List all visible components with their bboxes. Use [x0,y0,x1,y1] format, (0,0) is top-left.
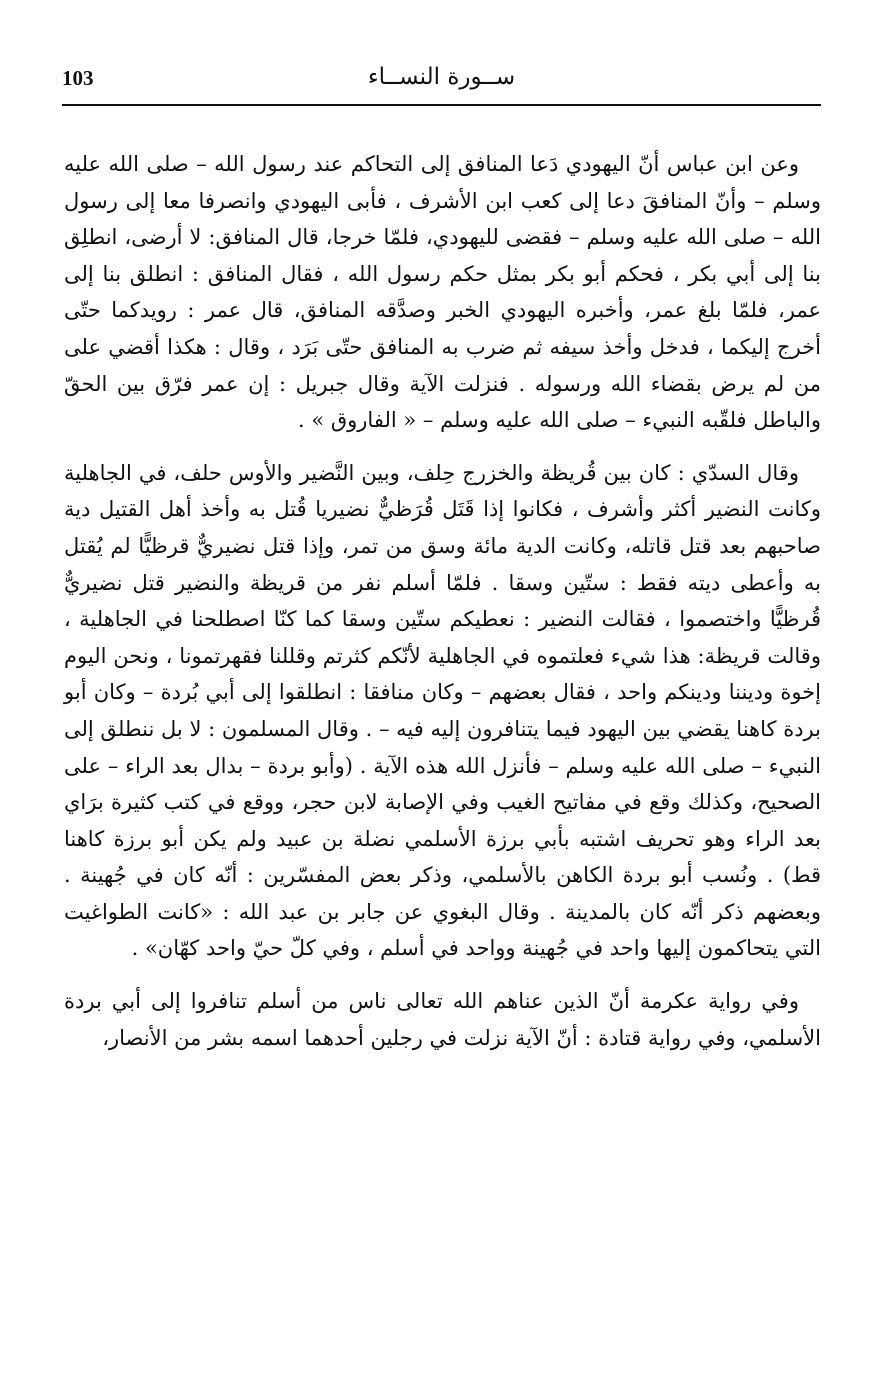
paragraph-ibn-abbas: وعن ابن عباس أنّ اليهودي دَعا المنافق إلى التحاكم عند رسول الله – صلى الله عليه وسلم – وأنّ المنافقَ دعا إلى كعب ابن الأشرف ، فأبى اليهودي وانصرفا معا إلى رسول الله – صلى الله عليه وسلم – فقضى لليهودي، فلمّا خرجا، قال المنافق: لا أرضى، انطلِق بنا إلى أبي بكر ، فحكم أبو بكر بمثل حكم رسول الله ، فقال المنافق : انطلق بنا إلى عمر، فلمّا بلغ عمر، وأخبره اليهودي الخبر وصدَّقه المنافق، قال عمر : رويدكما حتّى أخرج إليكما ، فدخل وأخذ سيفه ثم ضرب به المنافق حتّى بَرَد ، وقال : هكذا أقضي على من لم يرض بقضاء الله ورسوله . فنزلت الآية وقال جبريل : إن عمر فرّق بين الحقّ والباطل فلقّبه النبيء – صلى الله عليه وسلم – « الفاروق » . [64,152,821,433]
page-number: 103 [62,66,94,90]
body-text [64,146,821,1056]
running-title: ســورة النســاء [367,64,516,90]
paragraph-suddi: وقال السدّي : كان بين قُريظة والخزرج حِلف، وبين النَّضير والأوس حلف، في الجاهلية وكانت النضير أكثر وأشرف ، فكانوا إذا قَتَل قُرَظيٌّ نضيريا قُتل به وأخذ أهل القتيل دية صاحبهم بعد قتل قاتله، وكانت الدية مائة وسق من تمر، وإذا قتل نضيريٌّ قرظيًّا لم يُقتل به وأعطى ديته فقط : ستّين وسقا . فلمّا أسلم نفر من قريظة والنضير قتل نضيريٌّ قُرظيًّا واختصموا ، فقالت النضير : نعطيكم ستّين وسقا كما كنّا اصطلحنا في الجاهلية ، وقالت قريظة: هذا شيء فعلتموه في الجاهلية لأنّكم كثرتم وقللنا فقهرتمونا ، ونحن اليوم إخوة وديننا ودينكم واحد ، فقال بعضهم – وكان منافقا : انطلقوا إلى أبي بُردة – وكان أبو بردة كاهنا يقضي بين اليهود فيما يتنافرون إليه فيه – . وقال المسلمون : لا بل ننطلق إلى النبيء – صلى الله عليه وسلم – فأنزل الله هذه الآية . (وأبو بردة – بدال بعد الراء – على الصحيح، وكذلك وقع في مفاتيح الغيب وفي الإصابة لابن حجر، ووقع في كتب كثيرة برَاي بعد الراء وهو تحريف اشتبه بأبي برزة الأسلمي نضلة بن عبيد ولم يكن أبو برزة كاهنا قط) . ونُسب أبو بردة الكاهن بالأسلمي، وذكر بعض المفسّرين : أنّه كان في جُهينة . وبعضهم ذكر أنّه كان بالمدينة . وقال البغوي عن جابر بن عبد الله : «كانت الطواغيت التي يتحاكمون إليها واحد في جُهينة وواحد في أسلم ، وفي كلّ حيّ واحد كهّان» . [64,460,821,961]
paragraph-ikrima: وفي رواية عكرمة أنّ الذين عناهم الله تعالى ناس من أسلم تنافروا إلى أبي بردة الأسلمي، وفي رواية قتادة : أنّ الآية نزلت في رجلين أحدهما اسمه بشر من الأنصار، [64,989,821,1050]
header-divider [62,104,821,106]
page-header [62,60,821,104]
